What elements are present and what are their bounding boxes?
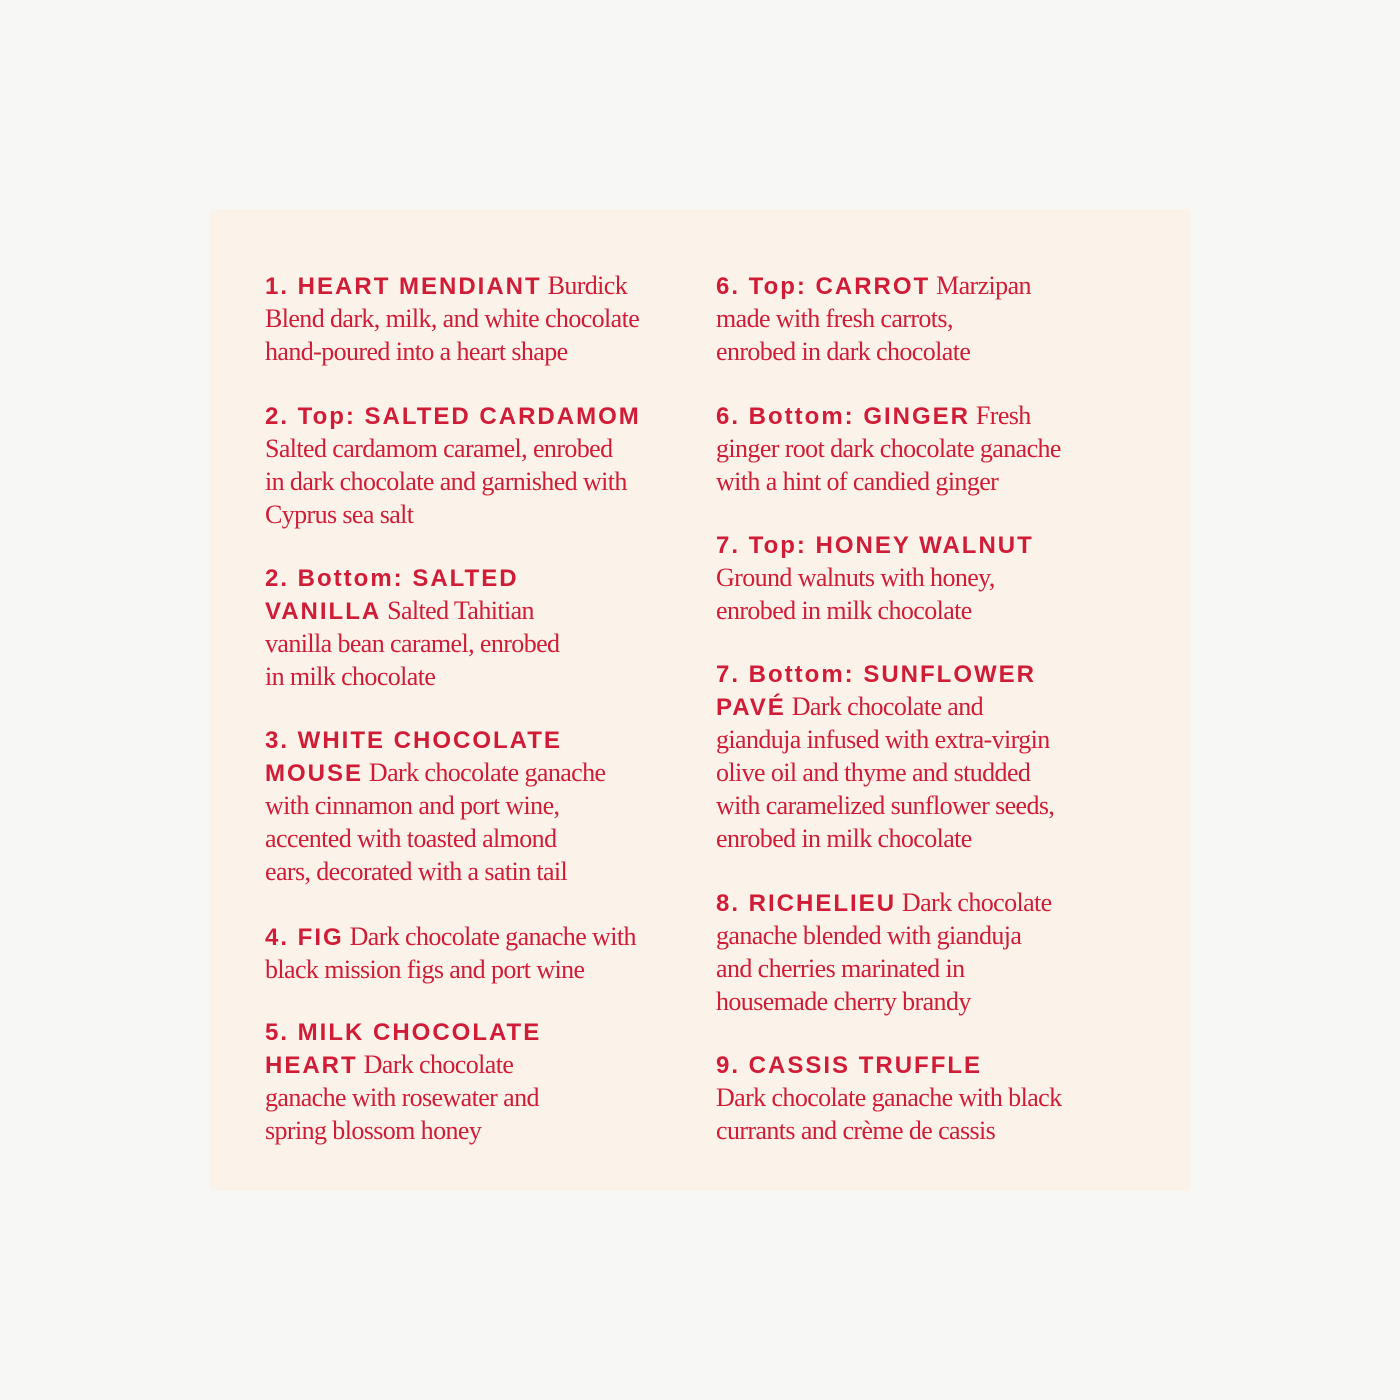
- entry-line: [716, 269, 1116, 302]
- chocolate-description: vanilla bean caramel, enrobed: [265, 629, 560, 658]
- chocolate-description: Dark chocolate ganache: [363, 758, 606, 787]
- entry-line: [716, 1048, 1116, 1081]
- chocolate-description: in dark chocolate and garnished with: [265, 467, 627, 496]
- entry-line: [265, 498, 695, 531]
- entry-line: [716, 756, 1116, 789]
- chocolate-entry: [716, 269, 1116, 368]
- chocolate-description: Burdick: [541, 271, 628, 300]
- entry-line: [265, 1015, 695, 1048]
- chocolate-description: with a hint of candied ginger: [716, 467, 999, 496]
- entry-line: [265, 594, 695, 627]
- chocolate-description: olive oil and thyme and studded: [716, 758, 1031, 787]
- chocolate-description: in milk chocolate: [265, 662, 436, 691]
- chocolate-name: MOUSE: [265, 760, 364, 787]
- entry-line: [716, 822, 1116, 855]
- entry-line: [265, 627, 695, 660]
- chocolate-description: Cyprus sea salt: [265, 500, 414, 529]
- chocolate-entry: [265, 920, 695, 986]
- chocolate-name: 7. Bottom: SUNFLOWER: [716, 661, 1036, 688]
- chocolate-description: gianduja infused with extra-virgin: [716, 725, 1050, 754]
- entry-line: [716, 528, 1116, 561]
- entry-line: [716, 789, 1116, 822]
- entry-line: [716, 335, 1116, 368]
- entry-line: [265, 855, 695, 888]
- chocolate-description: accented with toasted almond: [265, 824, 557, 853]
- chocolate-entry: [716, 657, 1116, 855]
- chocolate-name: 2. Bottom: SALTED: [265, 565, 519, 592]
- chocolate-description: black mission figs and port wine: [265, 955, 585, 984]
- chocolate-description: Dark chocolate and: [785, 692, 984, 721]
- chocolate-description: Blend dark, milk, and white chocolate: [265, 304, 640, 333]
- entry-line: [716, 399, 1116, 432]
- entry-line: [265, 1048, 695, 1081]
- chocolate-name: 6. Bottom: GINGER: [716, 403, 970, 430]
- chocolate-name: HEART: [265, 1052, 358, 1079]
- entry-line: [265, 432, 695, 465]
- chocolate-legend-card: [209, 209, 1191, 1191]
- chocolate-description: housemade cherry brandy: [716, 987, 971, 1016]
- entry-line: [265, 399, 695, 432]
- chocolate-name: 5. MILK CHOCOLATE: [265, 1019, 542, 1046]
- chocolate-name: VANILLA: [265, 598, 382, 625]
- chocolate-description: enrobed in milk chocolate: [716, 824, 972, 853]
- chocolate-name: 7. Top: HONEY WALNUT: [716, 532, 1034, 559]
- entry-line: [265, 723, 695, 756]
- entry-line: [716, 919, 1116, 952]
- entry-line: [716, 723, 1116, 756]
- entry-line: [265, 920, 695, 953]
- chocolate-description: ganache blended with gianduja: [716, 921, 1022, 950]
- entry-line: [265, 465, 695, 498]
- entry-line: [265, 660, 695, 693]
- chocolate-description: Salted Tahitian: [381, 596, 534, 625]
- chocolate-description: with caramelized sunflower seeds,: [716, 791, 1055, 820]
- entry-line: [265, 822, 695, 855]
- chocolate-entry: [265, 561, 695, 693]
- entry-line: [265, 756, 695, 789]
- chocolate-description: ginger root dark chocolate ganache: [716, 434, 1061, 463]
- chocolate-description: Fresh: [970, 401, 1031, 430]
- chocolate-entry: [265, 399, 695, 531]
- entry-line: [716, 561, 1116, 594]
- chocolate-entry: [716, 528, 1116, 627]
- chocolate-description: ganache with rosewater and: [265, 1083, 539, 1112]
- chocolate-entry: [716, 1048, 1116, 1147]
- chocolate-entry: [265, 723, 695, 888]
- entry-line: [716, 465, 1116, 498]
- entry-line: [716, 886, 1116, 919]
- entry-line: [716, 594, 1116, 627]
- chocolate-description: Dark chocolate: [357, 1050, 514, 1079]
- chocolate-name: 9. CASSIS TRUFFLE: [716, 1052, 983, 1079]
- entry-line: [265, 335, 695, 368]
- entry-line: [716, 1081, 1116, 1114]
- chocolate-name: 4. FIG: [265, 924, 344, 951]
- entry-line: [265, 561, 695, 594]
- chocolate-description: enrobed in dark chocolate: [716, 337, 971, 366]
- chocolate-description: Dark chocolate: [896, 888, 1052, 917]
- entry-line: [265, 302, 695, 335]
- chocolate-description: currants and crème de cassis: [716, 1116, 996, 1145]
- entry-line: [716, 985, 1116, 1018]
- chocolate-description: Dark chocolate ganache with black: [716, 1083, 1062, 1112]
- entry-line: [265, 1114, 695, 1147]
- chocolate-name: 2. Top: SALTED CARDAMOM: [265, 403, 641, 430]
- entry-line: [716, 1114, 1116, 1147]
- chocolate-description: spring blossom honey: [265, 1116, 482, 1145]
- entry-line: [716, 302, 1116, 335]
- entry-line: [265, 789, 695, 822]
- chocolate-description: Dark chocolate ganache with: [343, 922, 636, 951]
- chocolate-name: PAVÉ: [716, 694, 786, 721]
- entry-line: [716, 952, 1116, 985]
- chocolate-description: enrobed in milk chocolate: [716, 596, 972, 625]
- chocolate-entry: [265, 1015, 695, 1147]
- chocolate-description: ears, decorated with a satin tail: [265, 857, 568, 886]
- chocolate-description: and cherries marinated in: [716, 954, 965, 983]
- chocolate-description: Ground walnuts with honey,: [716, 563, 995, 592]
- entry-line: [265, 953, 695, 986]
- entry-line: [265, 269, 695, 302]
- entry-line: [716, 657, 1116, 690]
- entry-line: [716, 432, 1116, 465]
- entry-line: [265, 1081, 695, 1114]
- chocolate-entry: [716, 886, 1116, 1018]
- chocolate-description: Salted cardamom caramel, enrobed: [265, 434, 613, 463]
- chocolate-description: Marzipan: [930, 271, 1031, 300]
- chocolate-entry: [265, 269, 695, 368]
- chocolate-name: 8. RICHELIEU: [716, 890, 897, 917]
- chocolate-description: hand-poured into a heart shape: [265, 337, 568, 366]
- chocolate-description: with cinnamon and port wine,: [265, 791, 560, 820]
- chocolate-name: 3. WHITE CHOCOLATE: [265, 727, 562, 754]
- chocolate-entry: [716, 399, 1116, 498]
- chocolate-name: 6. Top: CARROT: [716, 273, 931, 300]
- entry-line: [716, 690, 1116, 723]
- chocolate-name: 1. HEART MENDIANT: [265, 273, 542, 300]
- chocolate-description: made with fresh carrots,: [716, 304, 953, 333]
